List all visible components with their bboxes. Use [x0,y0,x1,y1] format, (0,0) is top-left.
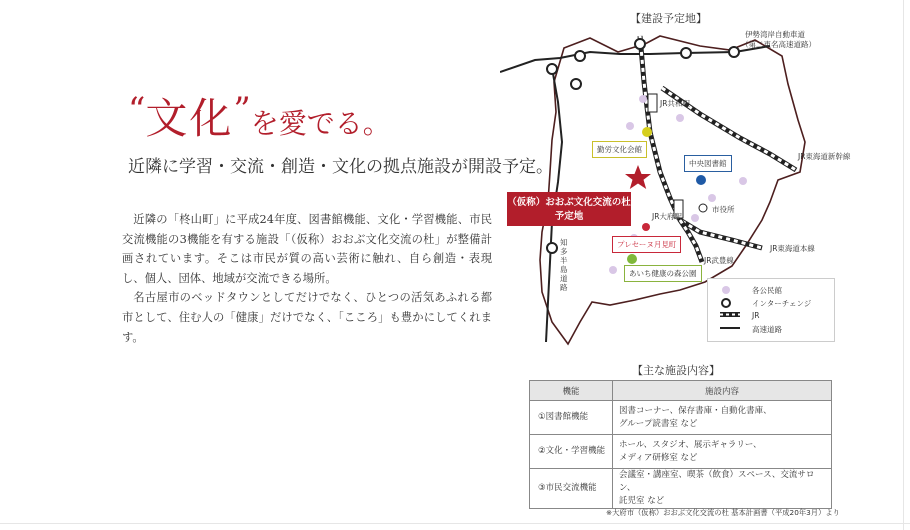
site-star-icon [625,165,651,189]
table-row [530,469,832,509]
row-content-line: 図書コーナー、保存書庫・自動化書庫、 [619,405,772,416]
subheadline: 近隣に学習・交流・創造・文化の拠点施設が開設予定。 [128,157,553,177]
table-row [530,401,832,435]
jr-rail-icon [720,310,742,320]
page-border-bottom [0,523,910,524]
interchange-icon [547,64,557,74]
jr-kyowa-station [648,94,657,112]
row-content-line: ホール、スタジオ、展示ギャラリー、 [619,439,762,450]
interchange-icon [547,243,557,253]
site-label-box [507,192,631,226]
source-note: ※大府市（仮称）おおぶ文化交流の杜 基本計画書（平成20年3月）より [606,508,840,517]
label-kinro-hall: 勤労文化会館 [592,141,647,158]
interchange-icon [575,51,585,61]
kominkan-dot-icon [720,284,732,296]
row-content [613,469,832,509]
kinro-hall-marker [642,127,652,137]
label-jr-takeyu: JR武豊線 [704,256,734,265]
label-jr-obu: JR大府駅 [652,212,682,221]
label-chita-road: 知多半島道路 [560,238,568,292]
row-function: ②文化・学習機能 [530,435,613,469]
label-isewangan: 伊勢湾岸自動車道 [745,30,805,39]
table-row [530,435,832,469]
body-paragraph-1: 近隣の「柊山町」に平成24年度、図書館機能、文化・学習機能、市民交流機能の3機能を有する施設「（仮称）おおぶ文化交流の杜」が整備計画されています。そこは市民が質の高い芸術に触れ、自ら創造・表現し、個人、団体、地域が交流できる場所。 [122,213,492,285]
row-function: ①図書館機能 [530,401,613,435]
header-content: 施設内容 [613,381,832,401]
label-central-library: 中央図書館 [684,155,732,172]
legend-label-jr: JR [752,311,760,320]
interchange-ring-icon [720,297,732,309]
city-hall-marker [699,204,707,212]
label-jr-kyowa: JR共和駅 [660,99,690,108]
header-function: 機能 [530,381,613,401]
presage-marker [642,223,650,231]
body-paragraph-2: 名古屋市のベッドタウンとしてだけでなく、ひとつの活気あふれる都市として、住む人の「健康」だけでなく、「こころ」も豊かにしてくれます。 [122,291,492,344]
highway-line-icon [720,323,742,333]
facilities-table [529,380,832,509]
interchange-icon [635,39,645,49]
interchange-icon [729,47,739,57]
label-isewangan-sub: （第二東名高速道路） [741,40,816,49]
row-content-line: 託児室 など [619,496,665,506]
label-aichi-park: あいち健康の森公園 [624,265,702,282]
headline-close-quote: ” [233,90,251,130]
row-function: ③市民交流機能 [530,469,613,509]
body-text [122,210,492,347]
headline-open-quote: “ [128,90,146,130]
label-presage: プレセーヌ月見町 [612,236,681,253]
row-content [613,435,832,469]
central-library-marker [696,175,706,185]
headline-main: 文化 [145,94,234,143]
legend-label-interchange: インターチェンジ [752,299,812,308]
row-content-line: メディア研修室 など [619,452,698,463]
aichi-park-marker [627,254,637,264]
interchange-icon [681,48,691,58]
site-label-line1: （仮称）おおぶ文化交流の杜 [507,197,631,208]
row-content-line: グループ読書室 など [619,418,698,429]
headline [128,86,391,146]
map-title: 【建設予定地】 [630,12,707,25]
row-content-line: 会議室・講座室、喫茶（飲食）スペース、交流サロン、 [619,470,815,493]
facilities-title: 【主な施設内容】 [632,364,720,377]
table-header-row [530,381,832,401]
site-label-line2: 予定地 [554,211,584,222]
interchange-icon [571,79,581,89]
legend-label-kominkan: 各公民館 [752,286,782,295]
page-border-right [903,0,904,530]
label-jr-shinkansen: JR東海道新幹線 [798,152,851,161]
map-legend [707,278,835,342]
label-jr-tokaido: JR東海道本線 [770,244,815,253]
label-city-hall: 市役所 [712,205,735,214]
row-content [613,401,832,435]
headline-suffix: を愛でる。 [250,107,391,140]
legend-label-highway: 高速道路 [752,325,782,334]
